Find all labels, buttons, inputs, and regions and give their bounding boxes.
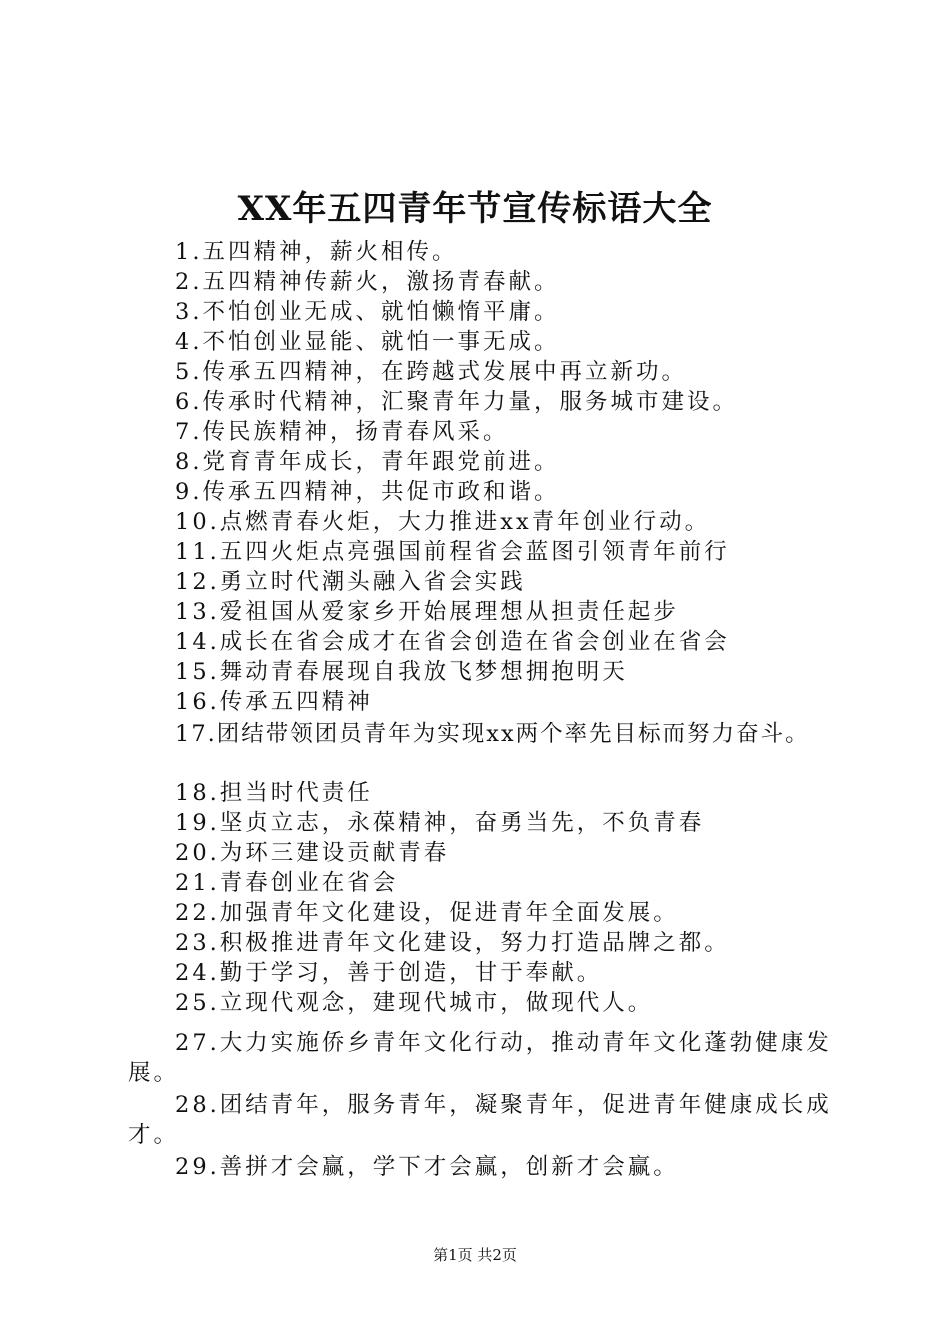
slogan-line: 24.勤于学习，善于创造，甘于奉献。 — [175, 960, 603, 986]
slogan-line: 1.五四精神，薪火相传。 — [175, 239, 458, 265]
slogan-line: 2.五四精神传薪火，激扬青春献。 — [175, 269, 560, 295]
slogan-line: 17.团结带领团员青年为实现xx两个率先目标而努力奋斗。 — [175, 721, 810, 747]
slogan-line: 10.点燃青春火炬，大力推进xx青年创业行动。 — [175, 509, 711, 535]
document-title: XX年五四青年节宣传标语大全 — [237, 189, 713, 229]
slogan-line: 13.爱祖国从爱家乡开始展理想从担责任起步 — [175, 599, 679, 625]
slogan-line: 14.成长在省会成才在省会创造在省会创业在省会 — [175, 629, 730, 655]
slogan-line: 23.积极推进青年文化建设，努力打造品牌之都。 — [175, 930, 730, 956]
slogan-line: 16.传承五四精神 — [175, 689, 373, 715]
slogan-line: 21.青春创业在省会 — [175, 870, 399, 896]
page-footer: 第1页 共2页 — [433, 1246, 517, 1264]
slogan-line: 4.不怕创业显能、就怕一事无成。 — [175, 329, 560, 355]
slogan-line: 25.立现代观念，建现代城市，做现代人。 — [175, 990, 654, 1016]
slogan-line: 11.五四火炬点亮强国前程省会蓝图引领青年前行 — [175, 539, 730, 565]
slogan-line: 9.传承五四精神，共促市政和谐。 — [175, 479, 560, 505]
slogan-line: 29.善拼才会赢，学下才会赢，创新才会赢。 — [175, 1154, 679, 1180]
slogan-line: 28.团结青年，服务青年，凝聚青年，促进青年健康成长成 — [175, 1092, 832, 1118]
slogan-line: 12.勇立时代潮头融入省会实践 — [175, 569, 526, 595]
slogan-line: 15.舞动青春展现自我放飞梦想拥抱明天 — [175, 659, 628, 685]
slogan-line: 6.传承时代精神，汇聚青年力量，服务城市建设。 — [175, 389, 738, 415]
slogan-line-continuation: 展。 — [128, 1060, 180, 1086]
slogan-line: 19.坚贞立志，永葆精神，奋勇当先，不负青春 — [175, 810, 705, 836]
slogan-line: 7.传民族精神，扬青春风采。 — [175, 419, 509, 445]
slogan-line: 20.为环三建设贡献青春 — [175, 840, 450, 866]
slogan-line: 27.大力实施侨乡青年文化行动，推动青年文化蓬勃健康发 — [175, 1030, 832, 1056]
slogan-line-continuation: 才。 — [128, 1122, 180, 1148]
slogan-line: 3.不怕创业无成、就怕懒惰平庸。 — [175, 299, 560, 325]
slogan-line: 18.担当时代责任 — [175, 780, 373, 806]
slogan-line: 22.加强青年文化建设，促进青年全面发展。 — [175, 900, 679, 926]
slogan-line: 8.党育青年成长，青年跟党前进。 — [175, 449, 560, 475]
slogan-line: 5.传承五四精神，在跨越式发展中再立新功。 — [175, 359, 687, 385]
